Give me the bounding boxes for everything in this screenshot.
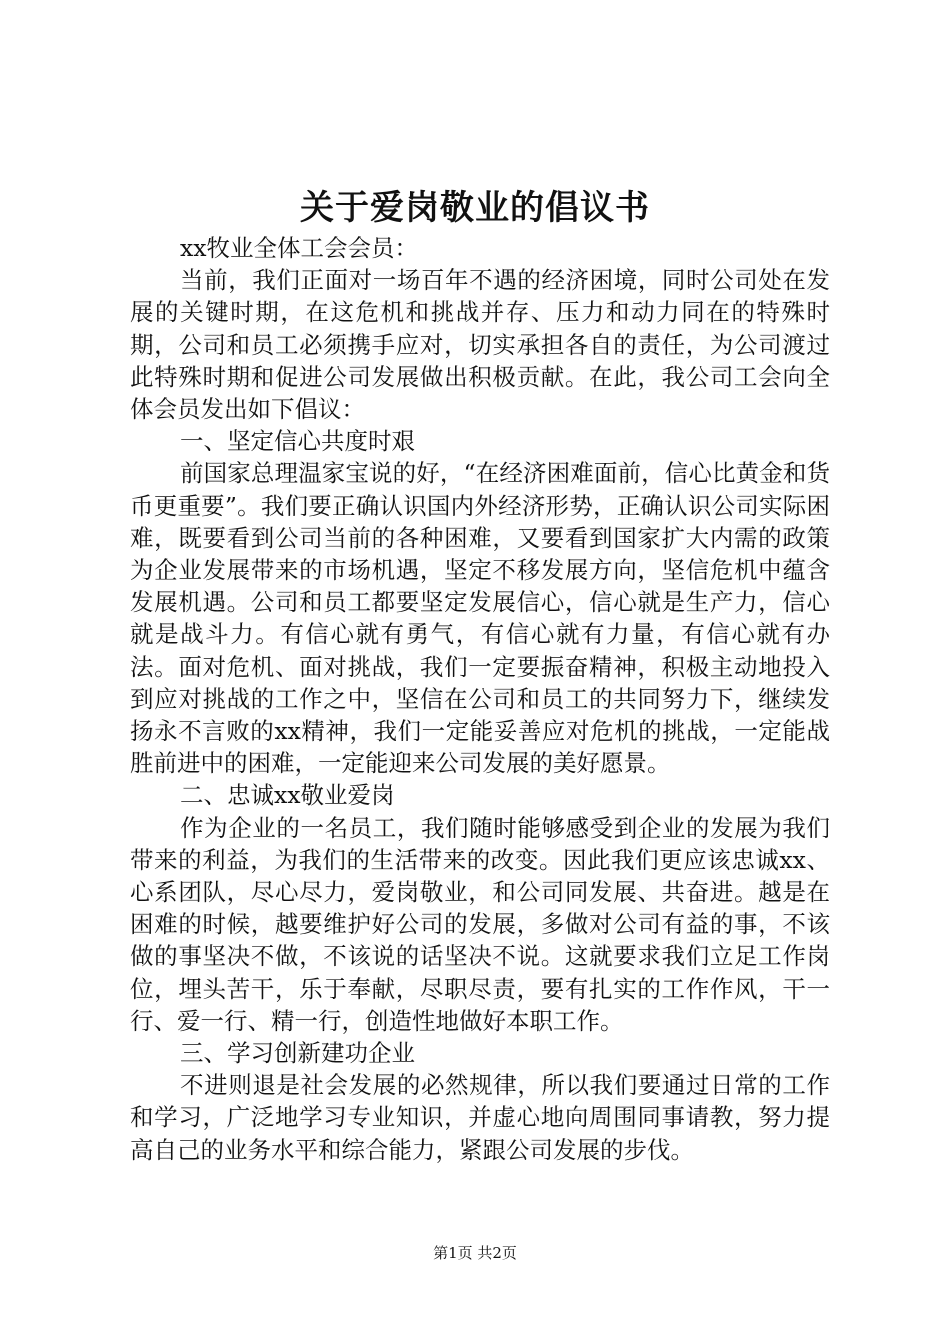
document-title: 关于爱岗敬业的倡议书 xyxy=(300,188,650,228)
section-heading-1: 一、坚定信心共度时艰 xyxy=(180,427,415,456)
paragraph-learning: 不进则退是社会发展的必然规律，所以我们要通过日常的工作和学习，广泛地学习专业知识，并虚心地向周围同事请教，努力提高自己的业务水平和综合能力，紧跟公司发展的步伐。 xyxy=(130,1071,830,1164)
document-body xyxy=(130,232,830,1166)
paragraph-intro: 当前，我们正面对一场百年不遇的经济困境，同时公司处在发展的关键时期，在这危机和挑战并存、压力和动力同在的特殊时期，公司和员工必须携手应对，切实承担各自的责任，为公司渡过此特殊时期和促进公司发展做出积极贡献。在此，我公司工会向全体会员发出如下倡议： xyxy=(130,266,830,424)
paragraph-confidence: 前国家总理温家宝说的好，“在经济困难面前，信心比黄金和货币更重要”。我们要正确认识国内外经济形势，正确认识公司实际困难，既要看到公司当前的各种困难，又要看到国家扩大内需的政策为企业发展带来的市场机遇，坚定不移发展方向，坚信危机中蕴含发展机遇。公司和员工都要坚定发展信心，信心就是生产力，信心就是战斗力。有信心就有勇气，有信心就有力量，有信心就有办法。面对危机、面对挑战，我们一定要振奋精神，积极主动地投入到应对挑战的工作之中，坚信在公司和员工的共同努力下，继续发扬永不言败的xx精神，我们一定能妥善应对危机的挑战，一定能战胜前进中的困难，一定能迎来公司发展的美好愿景。 xyxy=(130,459,830,778)
section-heading-3: 三、学习创新建功企业 xyxy=(180,1039,415,1068)
paragraph-loyalty: 作为企业的一名员工，我们随时能够感受到企业的发展为我们带来的利益，为我们的生活带来的改变。因此我们更应该忠诚xx、心系团队，尽心尽力，爱岗敬业，和公司同发展、共奋进。越是在困难的时候，越要维护好公司的发展，多做对公司有益的事，不该做的事坚决不做，不该说的话坚决不说。这就要求我们立足工作岗位，埋头苦干，乐于奉献，尽职尽责，要有扎实的工作作风，干一行、爱一行、精一行，创造性地做好本职工作。 xyxy=(130,813,830,1035)
page-number-footer: 第1页 共2页 xyxy=(433,1244,517,1262)
section-heading-2: 二、忠诚xx敬业爱岗 xyxy=(180,781,395,810)
salutation: xx牧业全体工会会员： xyxy=(180,234,419,262)
